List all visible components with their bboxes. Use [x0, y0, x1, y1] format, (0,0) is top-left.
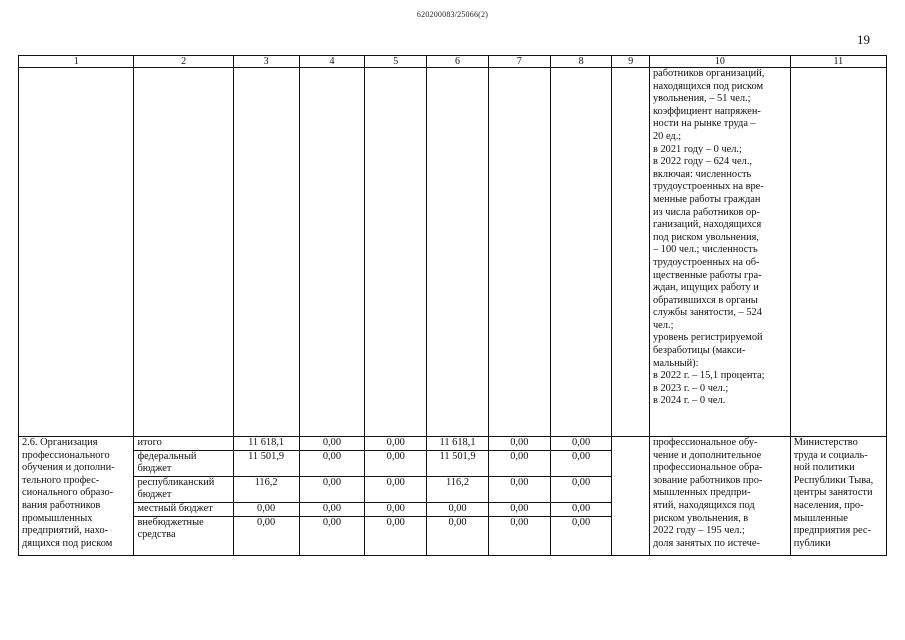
value-cell: 0,00 — [488, 502, 550, 516]
value-cell: 0,00 — [299, 450, 365, 476]
empty-cell — [365, 68, 427, 437]
value-cell: 0,00 — [365, 450, 427, 476]
column-header: 5 — [365, 56, 427, 68]
empty-cell — [299, 68, 365, 437]
value-cell: 0,00 — [550, 450, 612, 476]
value-cell: 0,00 — [488, 516, 550, 555]
value-cell: 11 501,9 — [427, 450, 489, 476]
funding-source-cell: внебюджетные средства — [134, 516, 233, 555]
funding-source-cell: итого — [134, 437, 233, 451]
column-header: 11 — [790, 56, 886, 68]
value-cell: 0,00 — [299, 502, 365, 516]
value-cell: 0,00 — [488, 476, 550, 502]
funding-source-cell: республиканский бюджет — [134, 476, 233, 502]
column-header: 9 — [612, 56, 649, 68]
empty-cell — [790, 68, 886, 437]
empty-cell — [134, 68, 233, 437]
value-cell: 0,00 — [550, 476, 612, 502]
column-header: 7 — [488, 56, 550, 68]
table-row — [19, 437, 887, 451]
value-cell: 116,2 — [233, 476, 299, 502]
value-cell: 0,00 — [233, 502, 299, 516]
column-header: 1 — [19, 56, 134, 68]
page-number: 19 — [857, 32, 870, 47]
value-cell: 0,00 — [365, 502, 427, 516]
column-header: 3 — [233, 56, 299, 68]
document-id: 620200083/25066(2) — [416, 10, 489, 19]
value-cell: 0,00 — [299, 516, 365, 555]
item-name-cell: 2.6. Организация профессионального обучения и дополни- тельного профес- сионального образо- вания работников промышленных предприятий, нахо- дящихся под риском — [19, 437, 134, 556]
empty-cell — [488, 68, 550, 437]
value-cell: 11 618,1 — [233, 437, 299, 451]
column-header: 2 — [134, 56, 233, 68]
column-header: 6 — [427, 56, 489, 68]
value-cell: 0,00 — [427, 502, 489, 516]
empty-cell — [427, 68, 489, 437]
value-cell: 0,00 — [427, 516, 489, 555]
value-cell: 116,2 — [427, 476, 489, 502]
funding-source-cell: местный бюджет — [134, 502, 233, 516]
continuation-row — [19, 68, 887, 437]
column-header: 4 — [299, 56, 365, 68]
value-cell: 0,00 — [299, 476, 365, 502]
empty-cell — [233, 68, 299, 437]
column-header: 10 — [649, 56, 790, 68]
responsible-cell: Министерство труда и социаль- ной политики Республики Тыва, центры занятости населения, про- мышленные предприятия рес- публики — [790, 437, 886, 556]
value-cell: 0,00 — [488, 437, 550, 451]
value-cell: 0,00 — [488, 450, 550, 476]
value-cell: 0,00 — [365, 476, 427, 502]
value-cell: 0,00 — [550, 516, 612, 555]
empty-cell — [612, 437, 649, 556]
value-cell: 0,00 — [550, 437, 612, 451]
empty-cell — [550, 68, 612, 437]
program-table — [18, 55, 887, 556]
outcome-cell: профессиональное обу- чение и дополнительное профессиональное обра- зование работников про- мышленных предпри- ятий, находящихся под риском увольнения, в 2022 году – 195 чел.; доля занятых по истече- — [649, 437, 790, 556]
value-cell: 11 618,1 — [427, 437, 489, 451]
funding-source-cell: федеральный бюджет — [134, 450, 233, 476]
value-cell: 0,00 — [365, 516, 427, 555]
empty-cell — [612, 68, 649, 437]
value-cell: 0,00 — [299, 437, 365, 451]
column-header: 8 — [550, 56, 612, 68]
value-cell: 0,00 — [365, 437, 427, 451]
continuation-outcome-cell: работников организаций, находящихся под риском увольнения, – 51 чел.; коэффициент напряжен- ности на рынке труда – 20 ед.; в 2021 году – 0 чел.; в 2022 году – 624 чел., включая: численность трудоустроенных на вре- менные работы граждан из числа работников ор- ганизаций, находящихся под риском увольнения, – 100 чел.; численность трудоустроенных на об- щественные работы гра- ждан, ищущих работу и обратившихся в органы службы занятости, – 524 чел.; уровень регистрируемой безработицы (макси- мальный): в 2022 г. – 15,1 процента; в 2023 г. – 0 чел.; в 2024 г. – 0 чел. — [649, 68, 790, 437]
column-number-row — [19, 56, 887, 68]
value-cell: 0,00 — [550, 502, 612, 516]
value-cell: 0,00 — [233, 516, 299, 555]
empty-cell — [19, 68, 134, 437]
value-cell: 11 501,9 — [233, 450, 299, 476]
